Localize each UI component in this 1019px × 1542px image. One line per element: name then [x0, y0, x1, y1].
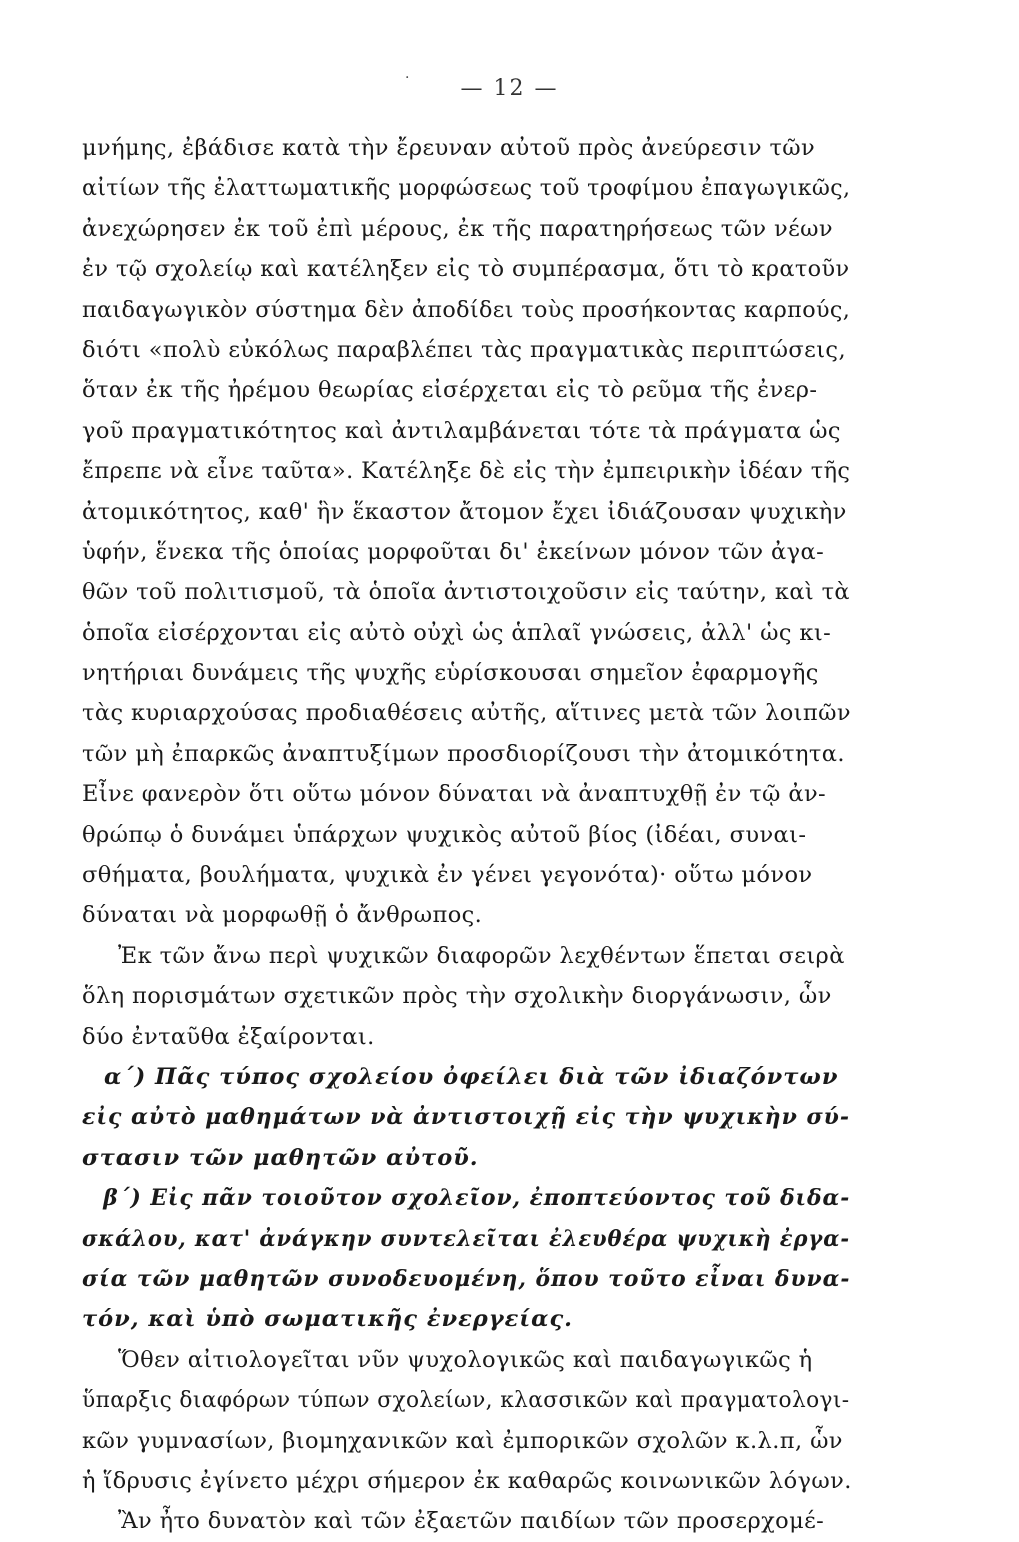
principle-line: β΄) Εἰς πᾶν τοιοῦτον σχολεῖον, ἐποπτεύοντος τοῦ διδα- [103, 1185, 851, 1212]
principle-line: τόν, καὶ ὑπὸ σωματικῆς ἐνεργείας. [82, 1306, 574, 1333]
text-line: ὅταν ἐκ τῆς ἠρέμου θεωρίας εἰσέρχεται εἰς τὸ ρεῦμα τῆς ἐνερ- [82, 377, 818, 404]
text-line: ἡ ἵδρυσις ἐγίνετο μέχρι σήμερον ἐκ καθαρῶς κοινωνικῶν λόγων. [82, 1467, 852, 1494]
text-line: Ἐκ τῶν ἄνω περὶ ψυχικῶν διαφορῶν λεχθέντων ἕπεται σειρὰ [118, 942, 845, 969]
body-text [82, 128, 852, 1542]
text-line: Ἂν ἦτο δυνατὸν καὶ τῶν ἐξαετῶν παιδίων τῶν προσερχομέ- [118, 1508, 825, 1535]
text-line: ἀτομικότητος, καθ' ἣν ἕκαστον ἄτομον ἔχει ἰδιάζουσαν ψυχικὴν [82, 498, 847, 525]
principle-line: σία τῶν μαθητῶν συνοδευομένη, ὅπου τοῦτο εἶναι δυνα- [82, 1265, 851, 1292]
text-line: ἐν τῷ σχολείῳ καὶ κατέληξεν εἰς τὸ συμπέρασμα, ὅτι τὸ κρατοῦν [82, 256, 850, 283]
text-line: τῶν μὴ ἐπαρκῶς ἀναπτυξίμων προσδιορίζουσι τὴν ἀτομικότητα. [82, 740, 845, 767]
text-line: αἰτίων τῆς ἐλαττωματικῆς μορφώσεως τοῦ τροφίμου ἐπαγωγικῶς, [82, 175, 851, 202]
ink-speck: · [405, 70, 410, 86]
text-line: παιδαγωγικὸν σύστημα δὲν ἀποδίδει τοὺς προσήκοντας καρπούς, [82, 296, 851, 323]
principle-line: εἰς αὐτὸ μαθημάτων νὰ ἀντιστοιχῇ εἰς τὴν ψυχικὴν σύ- [82, 1104, 851, 1131]
text-line: ἔπρεπε νὰ εἶνε ταῦτα». Κατέληξε δὲ εἰς τὴν ἐμπειρικὴν ἰδέαν τῆς [82, 458, 851, 485]
page-number: — 12 — [460, 76, 559, 101]
text-line: νητήριαι δυνάμεις τῆς ψυχῆς εὑρίσκουσαι σημεῖον ἐφαρμογῆς [82, 660, 819, 687]
text-line: Ὅθεν αἰτιολογεῖται νῦν ψυχολογικῶς καὶ παιδαγωγικῶς ἡ [118, 1346, 813, 1373]
text-line: ὁποῖα εἰσέρχονται εἰς αὐτὸ οὐχὶ ὡς ἁπλαῖ γνώσεις, ἀλλ' ὡς κι- [82, 619, 832, 646]
text-line: διότι «πολὺ εὐκόλως παραβλέπει τὰς πραγματικὰς περιπτώσεις, [82, 336, 846, 363]
text-line: γοῦ πραγματικότητος καὶ ἀντιλαμβάνεται τότε τὰ πράγματα ὡς [82, 417, 841, 444]
text-line: τὰς κυριαρχούσας προδιαθέσεις αὐτῆς, αἵτινες μετὰ τῶν λοιπῶν [82, 700, 851, 727]
text-line: σθήματα, βουλήματα, ψυχικὰ ἐν γένει γεγονότα)· οὕτω μόνον [82, 862, 813, 889]
text-line: Εἶνε φανερὸν ὅτι οὕτω μόνον δύναται νὰ ἀναπτυχθῇ ἐν τῷ ἀν- [82, 781, 827, 808]
principle-line: σκάλου, κατ' ἀνάγκην συντελεῖται ἐλευθέρα ψυχικὴ ἐργα- [82, 1225, 850, 1252]
text-line: δύναται νὰ μορφωθῇ ὁ ἄνθρωπος. [82, 902, 483, 929]
principle-line: α΄) Πᾶς τύπος σχολείου ὀφείλει διὰ τῶν ἰδιαζόντων [104, 1063, 839, 1090]
text-line: δύο ἐνταῦθα ἐξαίρονται. [82, 1023, 375, 1050]
text-line: ὕπαρξις διαφόρων τύπων σχολείων, κλασσικῶν καὶ πραγματολογι- [82, 1387, 850, 1414]
text-line: κῶν γυμνασίων, βιομηχανικῶν καὶ ἐμπορικῶν σχολῶν κ.λ.π, ὧν [82, 1427, 843, 1454]
text-line: ὑφήν, ἕνεκα τῆς ὁποίας μορφοῦται δι' ἐκείνων μόνον τῶν ἀγα- [82, 538, 825, 565]
text-line: ἀνεχώρησεν ἐκ τοῦ ἐπὶ μέρους, ἐκ τῆς παρατηρήσεως τῶν νέων [82, 215, 833, 242]
text-line: ὅλη πορισμάτων σχετικῶν πρὸς τὴν σχολικὴν διοργάνωσιν, ὧν [82, 983, 832, 1010]
text-line: μνήμης, ἐβάδισε κατὰ τὴν ἔρευναν αὐτοῦ πρὸς ἀνεύρεσιν τῶν [82, 135, 816, 161]
principle-line: στασιν τῶν μαθητῶν αὐτοῦ. [82, 1144, 479, 1171]
text-line: θῶν τοῦ πολιτισμοῦ, τὰ ὁποῖα ἀντιστοιχοῦσιν εἰς ταύτην, καὶ τὰ [82, 579, 850, 606]
text-line: θρώπῳ ὁ δυνάμει ὑπάρχων ψυχικὸς αὐτοῦ βίος (ἰδέαι, συναι- [82, 821, 807, 848]
